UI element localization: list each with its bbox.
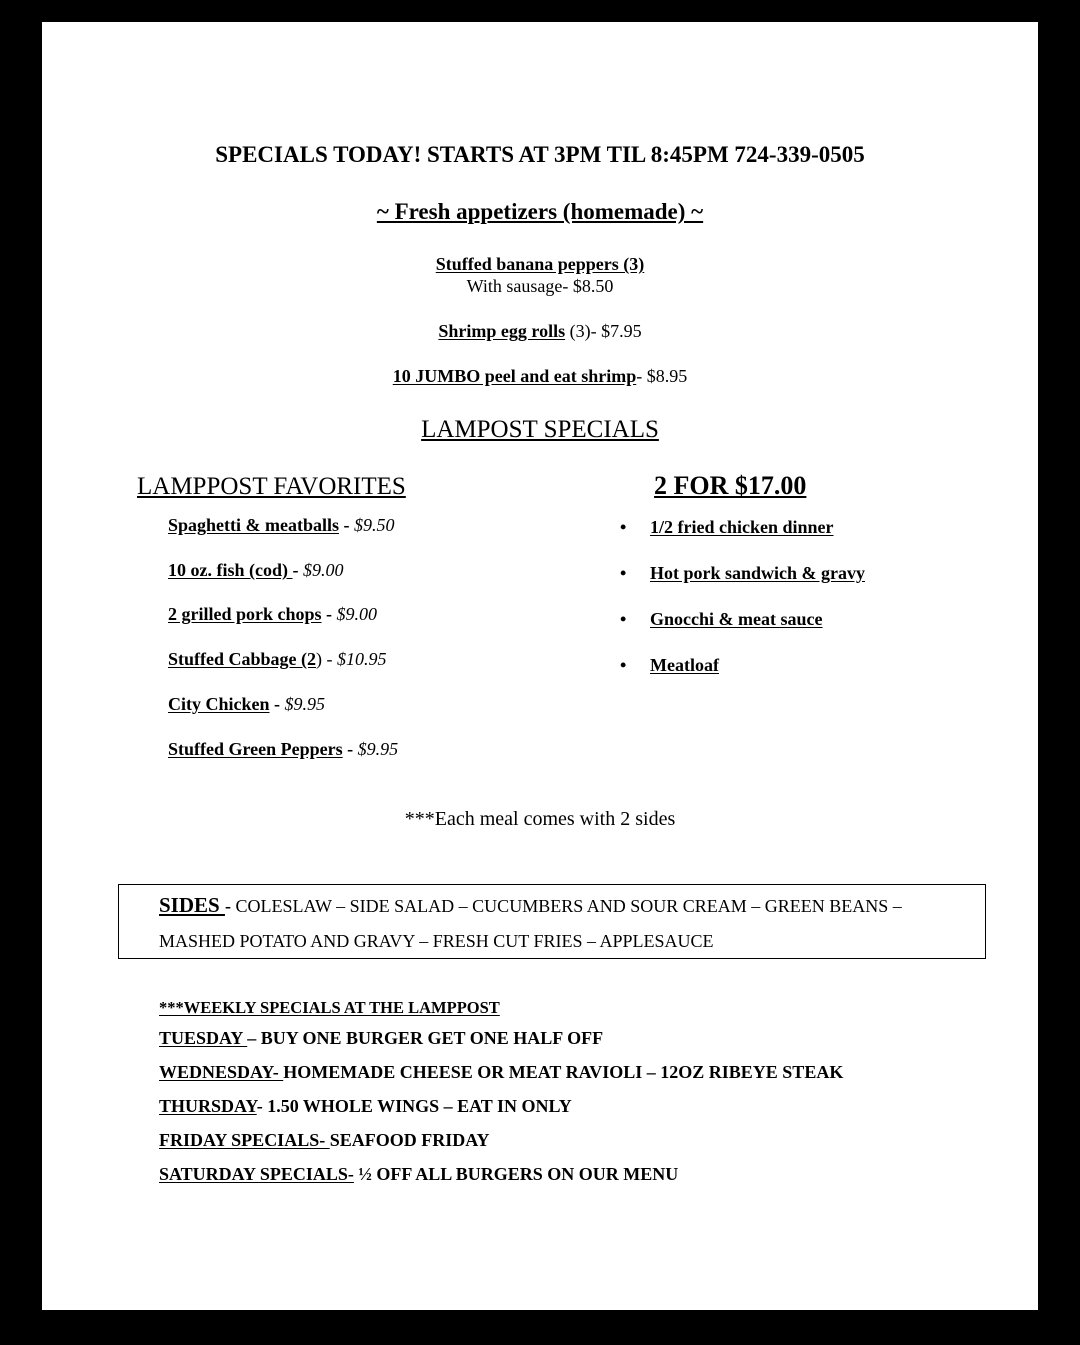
appetizer-item (42, 366, 1038, 387)
favorites-heading: LAMPPOST FAVORITES (137, 473, 406, 500)
appetizer-detail: (3)- $7.95 (565, 321, 642, 341)
menu-page (42, 22, 1038, 1310)
bullet-icon: • (620, 517, 627, 537)
two-for-heading: 2 FOR $17.00 (654, 471, 807, 500)
two-for-item: • Meatloaf (620, 655, 719, 675)
bullet-icon: • (620, 609, 627, 629)
sides-box (118, 884, 986, 959)
two-for-item: • Gnocchi & meat sauce (620, 609, 823, 629)
bullet-icon: • (620, 563, 627, 583)
two-for-item: • Hot pork sandwich & gravy (620, 563, 866, 583)
favorite-item: Stuffed Cabbage (2) - $10.95 (168, 649, 387, 669)
sides-line: SIDES - COLESLAW – SIDE SALAD – CUCUMBERS AND SOUR CREAM – GREEN BEANS – (159, 893, 902, 917)
weekly-item: SATURDAY SPECIALS- ½ OFF ALL BURGERS ON OUR MENU (159, 1164, 679, 1184)
favorite-item: Spaghetti & meatballs - $9.50 (168, 515, 395, 535)
favorite-item: Stuffed Green Peppers - $9.95 (168, 739, 399, 759)
sides-note: ***Each meal comes with 2 sides (404, 808, 676, 830)
weekly-item: THURSDAY- 1.50 WHOLE WINGS – EAT IN ONLY (159, 1096, 572, 1116)
appetizers-heading: ~ Fresh appetizers (homemade) ~ (376, 199, 704, 224)
page-title: SPECIALS TODAY! STARTS AT 3PM TIL 8:45PM 724-339-0505 (215, 142, 865, 167)
appetizer-item (42, 254, 1038, 275)
favorite-item: 2 grilled pork chops - $9.00 (168, 604, 378, 624)
appetizer-name: 10 JUMBO peel and eat shrimp (392, 366, 637, 386)
favorite-item: 10 oz. fish (cod) - $9.00 (168, 560, 344, 580)
appetizer-name: Stuffed banana peppers (3) (435, 254, 645, 274)
specials-heading: LAMPOST SPECIALS (421, 416, 659, 443)
appetizer-detail: - $8.95 (636, 366, 688, 386)
weekly-item: TUESDAY – BUY ONE BURGER GET ONE HALF OFF (159, 1028, 604, 1048)
bullet-icon: • (620, 655, 627, 675)
appetizer-item (42, 321, 1038, 342)
sides-label: SIDES (159, 893, 225, 917)
weekly-item: WEDNESDAY- HOMEMADE CHEESE OR MEAT RAVIOLI – 12OZ RIBEYE STEAK (159, 1062, 844, 1082)
appetizer-name: Shrimp egg rolls (438, 321, 566, 341)
favorite-item: City Chicken - $9.95 (168, 694, 326, 714)
two-for-item: • 1/2 fried chicken dinner (620, 517, 834, 537)
appetizer-detail: With sausage- $8.50 (466, 276, 614, 296)
weekly-item: FRIDAY SPECIALS- SEAFOOD FRIDAY (159, 1130, 490, 1150)
sides-line: MASHED POTATO AND GRAVY – FRESH CUT FRIES – APPLESAUCE (159, 931, 714, 951)
weekly-heading: ***WEEKLY SPECIALS AT THE LAMPPOST (159, 998, 500, 1017)
